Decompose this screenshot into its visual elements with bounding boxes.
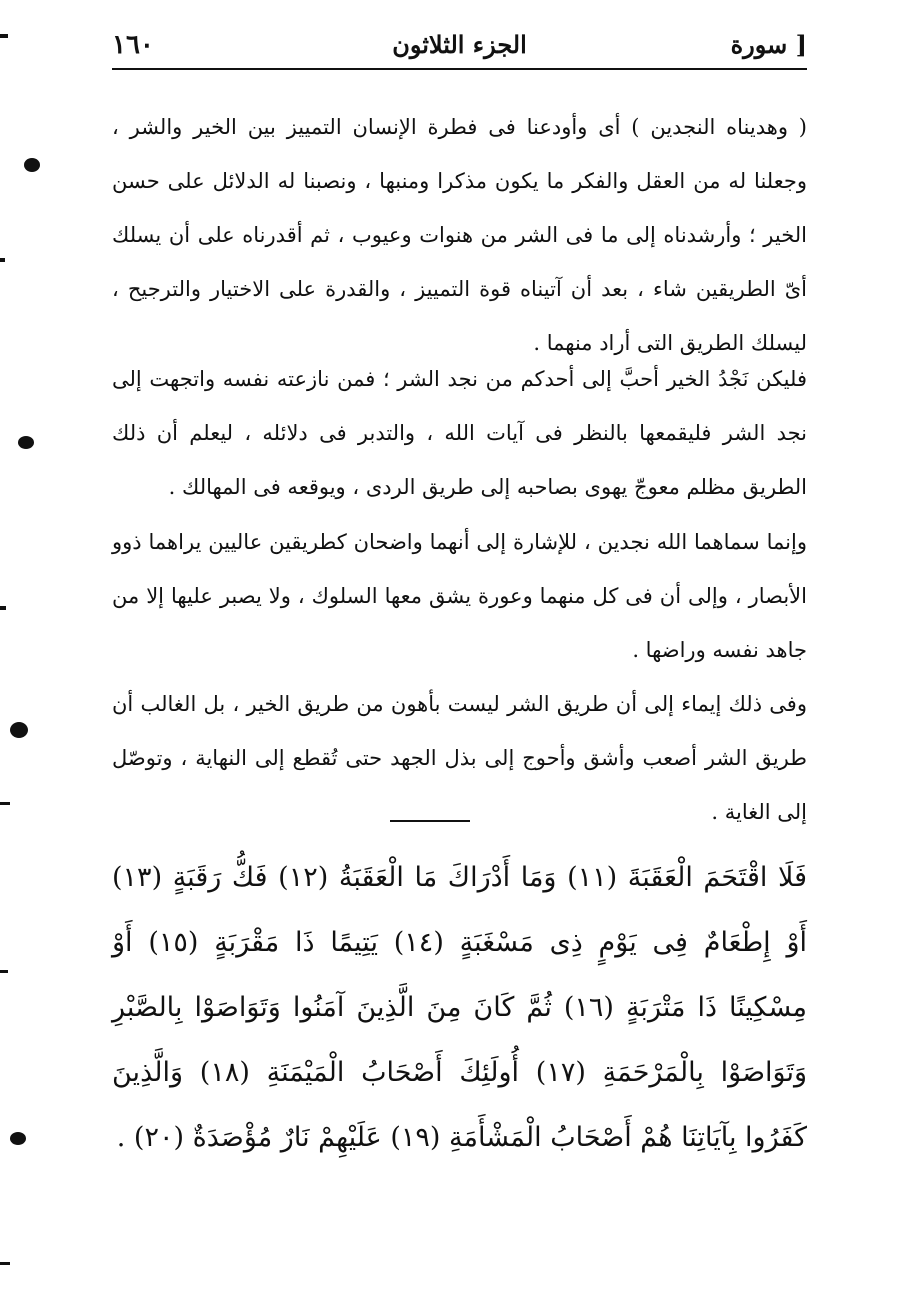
- ink-blot: [24, 158, 40, 172]
- paragraph-text: وفى ذلك إيماء إلى أن طريق الشر ليست بأهون من طريق الخير ، بل الغالب أن طريق الشر أصعب وأشق وأحوج إلى بذل الجهد حتى تُقطع إلى النهاية ، وتوصّل إلى الغاية .: [112, 692, 807, 824]
- ink-blot: [10, 722, 28, 738]
- paragraph-text: ( وهديناه النجدين ) أى وأودعنا فى فطرة الإنسان التمييز بين الخير والشر ، وجعلنا له من العقل والفكر ما يكون مذكرا ومنبها ، ونصبنا له الدلائل على حسن الخير ؛ وأرشدناه إلى ما فى الشر من هنوات وعيوب ، ثم أقدرناه على أن يسلك أىّ الطريقين شاء ، بعد أن آتيناه قوة التمييز ، والقدرة على الاختيار والترجيح ، ليسلك الطريق التى أراد منهما .: [112, 115, 807, 355]
- scan-mark: [0, 258, 5, 262]
- commentary-paragraph-2: [112, 352, 807, 514]
- quran-verses: [112, 845, 807, 1170]
- verses-text: فَلَا اقْتَحَمَ الْعَقَبَةَ (١١) وَمَا أَدْرَاكَ مَا الْعَقَبَةُ (١٢) فَكُّ رَقَبَةٍ (١٣) أَوْ إِطْعَامٌ فِى يَوْمٍ ذِى مَسْغَبَةٍ (١٤) يَتِيمًا ذَا مَقْرَبَةٍ (١٥) أَوْ مِسْكِينًا ذَا مَتْرَبَةٍ (١٦) ثُمَّ كَانَ مِنَ الَّذِينَ آمَنُوا وَتَوَاصَوْا بِالصَّبْرِ وَتَوَاصَوْا بِالْمَرْحَمَةِ (١٧) أُولَئِكَ أَصْحَابُ الْمَيْمَنَةِ (١٨) وَالَّذِينَ كَفَرُوا بِآيَاتِنَا هُمْ أَصْحَابُ الْمَشْأَمَةِ (١٩) عَلَيْهِمْ نَارٌ مُؤْصَدَةٌ (٢٠) .: [112, 862, 808, 1153]
- scan-mark: [0, 970, 8, 973]
- ink-blot: [18, 436, 34, 449]
- ink-blot: [10, 1132, 26, 1145]
- commentary-paragraph-3: [112, 515, 807, 677]
- page-header: [112, 28, 807, 68]
- commentary-paragraph-4: [112, 677, 807, 839]
- scan-mark: [0, 34, 8, 38]
- section-divider: [390, 820, 470, 822]
- paragraph-text: فليكن نَجْدُ الخير أحبَّ إلى أحدكم من نجد الشر ؛ فمن نازعته نفسه واتجهت إلى نجد الشر فليقمعها بالنظر فى آيات الله ، والتدبر فى دلائله ، ليعلم أن ذلك الطريق مظلم معوجّ يهوى بصاحبه إلى طريق الردى ، ويوقعه فى المهالك .: [112, 367, 807, 499]
- scan-mark: [0, 802, 10, 805]
- surah-label: [ سورة: [730, 30, 807, 59]
- paragraph-text: وإنما سماهما الله نجدين ، للإشارة إلى أنهما واضحان كطريقين عاليين يراهما ذوو الأبصار ، وإلى أن فى كل منهما وعورة يشق معها السلوك ، ولا يصبر عليها إلا من جاهد نفسه وراضها .: [112, 530, 807, 662]
- scan-mark: [0, 1262, 10, 1265]
- running-title: الجزء الثلاثون: [392, 30, 527, 59]
- scan-mark: [0, 606, 6, 610]
- commentary-paragraph-1: [112, 100, 807, 370]
- page-number: ١٦٠: [112, 30, 154, 60]
- header-rule: [112, 68, 807, 70]
